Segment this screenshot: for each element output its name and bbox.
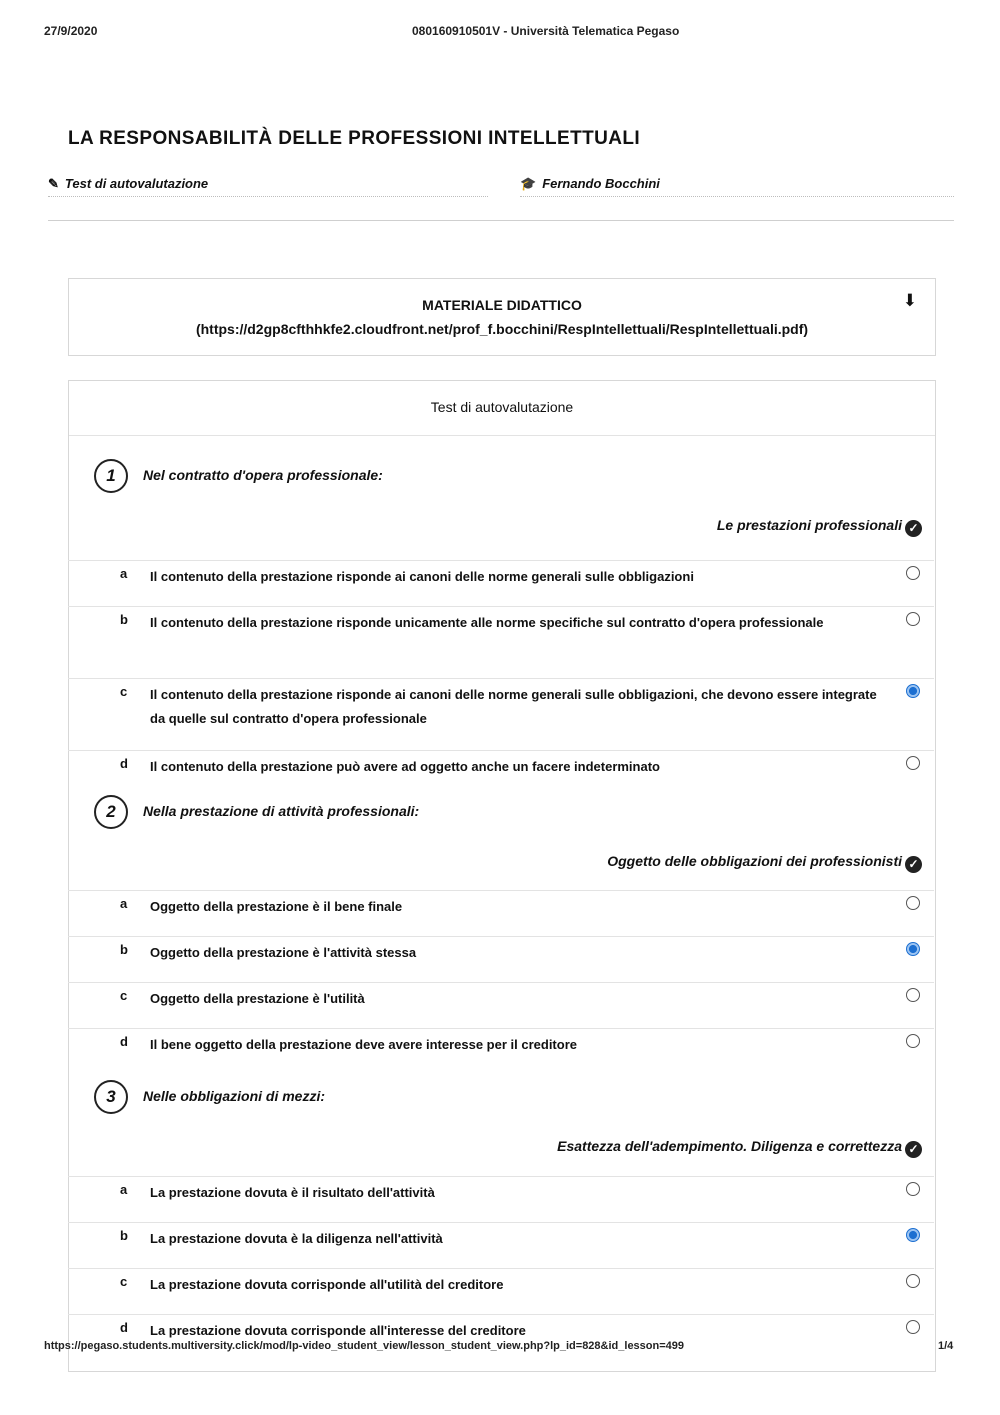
option-text: La prestazione dovuta corrisponde all'interesse del creditore bbox=[150, 1323, 526, 1338]
section-label bbox=[48, 176, 208, 192]
option-letter: a bbox=[120, 1182, 128, 1197]
header-rule bbox=[48, 220, 954, 221]
print-date: 27/9/2020 bbox=[44, 24, 98, 38]
radio-button[interactable] bbox=[906, 1034, 920, 1048]
course-title: LA RESPONSABILITÀ DELLE PROFESSIONI INTELLETTUALI bbox=[68, 128, 641, 149]
option-row[interactable] bbox=[68, 606, 934, 678]
option-text: Il contenuto della prestazione risponde ai canoni delle norme generali sulle obbligazioni bbox=[150, 569, 694, 584]
divider bbox=[68, 1314, 934, 1315]
radio-button[interactable] bbox=[906, 1182, 920, 1196]
option-row[interactable] bbox=[68, 678, 934, 750]
option-row[interactable] bbox=[68, 560, 934, 606]
print-page-number: 1/4 bbox=[938, 1340, 954, 1352]
option-text: Oggetto della prestazione è l'attività stessa bbox=[150, 945, 417, 960]
option-text: La prestazione dovuta corrisponde all'utilità del creditore bbox=[150, 1277, 504, 1292]
graduation-cap-icon: 🎓 bbox=[520, 176, 537, 191]
option-text: Il bene oggetto della prestazione deve avere interesse per il creditore bbox=[150, 1037, 577, 1052]
download-icon[interactable]: ⬇ bbox=[902, 291, 917, 310]
option-letter: d bbox=[120, 1320, 128, 1335]
question-text: Nelle obbligazioni di mezzi: bbox=[143, 1088, 326, 1104]
radio-button-selected[interactable] bbox=[906, 942, 920, 956]
material-box bbox=[68, 278, 936, 356]
option-letter: c bbox=[120, 684, 128, 699]
divider bbox=[68, 982, 934, 983]
quiz-title: Test di autovalutazione bbox=[430, 399, 574, 415]
option-row[interactable] bbox=[68, 1222, 934, 1268]
option-text: Oggetto della prestazione è il bene finale bbox=[150, 899, 403, 914]
author-label bbox=[520, 176, 660, 192]
divider bbox=[68, 606, 934, 607]
radio-button[interactable] bbox=[906, 756, 920, 770]
divider bbox=[68, 936, 934, 937]
option-row[interactable] bbox=[68, 982, 934, 1028]
divider bbox=[68, 890, 934, 891]
divider bbox=[68, 1028, 934, 1029]
option-row[interactable] bbox=[68, 750, 934, 790]
question-text: Nel contratto d'opera professionale: bbox=[143, 467, 383, 483]
radio-button[interactable] bbox=[906, 1320, 920, 1334]
question-feedback bbox=[607, 853, 922, 873]
option-letter: d bbox=[120, 1034, 128, 1049]
option-letter: b bbox=[120, 612, 128, 627]
option-row[interactable] bbox=[68, 1176, 934, 1222]
option-text: Oggetto della prestazione è l'utilità bbox=[150, 991, 365, 1006]
check-icon: ✓ bbox=[905, 520, 922, 537]
radio-button[interactable] bbox=[906, 896, 920, 910]
question-text: Nella prestazione di attività professionali: bbox=[143, 803, 420, 819]
question-feedback bbox=[717, 517, 922, 537]
dotted-divider bbox=[48, 196, 488, 197]
print-url: https://pegaso.students.multiversity.click/mod/lp-video_student_view/lesson_student_view.php?lp_id=828&id_lesson=499 bbox=[44, 1340, 685, 1352]
option-letter: a bbox=[120, 566, 128, 581]
option-row[interactable] bbox=[68, 936, 934, 982]
option-letter: b bbox=[120, 942, 128, 957]
option-row[interactable] bbox=[68, 1314, 934, 1338]
material-link[interactable]: (https://d2gp8cfthhkfe2.cloudfront.net/prof_f.bocchini/RespIntellettuali/RespIntellettuali.pdf) bbox=[195, 321, 809, 337]
question-number: 2 bbox=[94, 795, 128, 829]
section-text: Test di autovalutazione bbox=[64, 176, 209, 191]
option-letter: c bbox=[120, 1274, 128, 1289]
radio-button[interactable] bbox=[906, 566, 920, 580]
radio-button[interactable] bbox=[906, 988, 920, 1002]
divider bbox=[68, 560, 934, 561]
edit-icon: ✎ bbox=[48, 176, 59, 191]
option-row[interactable] bbox=[68, 890, 934, 936]
radio-button-selected[interactable] bbox=[906, 1228, 920, 1242]
question-number: 3 bbox=[94, 1080, 128, 1114]
feedback-text: Le prestazioni professionali bbox=[716, 517, 902, 533]
check-icon: ✓ bbox=[905, 856, 922, 873]
dotted-divider bbox=[520, 196, 954, 197]
option-letter: c bbox=[120, 988, 128, 1003]
divider bbox=[68, 750, 934, 751]
feedback-text: Oggetto delle obbligazioni dei professionisti bbox=[607, 853, 902, 869]
option-text: Il contenuto della prestazione risponde unicamente alle norme specifiche sul contratto d'opera professionale bbox=[150, 615, 824, 630]
divider bbox=[68, 1176, 934, 1177]
option-text: La prestazione dovuta è il risultato dell'attività bbox=[150, 1185, 435, 1200]
divider bbox=[68, 1268, 934, 1269]
radio-button[interactable] bbox=[906, 612, 920, 626]
radio-button[interactable] bbox=[906, 1274, 920, 1288]
option-letter: b bbox=[120, 1228, 128, 1243]
option-letter: a bbox=[120, 896, 128, 911]
check-icon: ✓ bbox=[905, 1141, 922, 1158]
radio-button-selected[interactable] bbox=[906, 684, 920, 698]
question-feedback bbox=[557, 1138, 922, 1158]
option-text: La prestazione dovuta è la diligenza nell'attività bbox=[150, 1231, 443, 1246]
divider bbox=[68, 1222, 934, 1223]
option-row[interactable] bbox=[68, 1028, 934, 1074]
question-number: 1 bbox=[94, 459, 128, 493]
print-page-title: 080160910501V - Università Telematica Pegaso bbox=[412, 24, 680, 38]
author-name: Fernando Bocchini bbox=[542, 176, 660, 191]
divider bbox=[69, 435, 935, 436]
feedback-text: Esattezza dell'adempimento. Diligenza e correttezza bbox=[557, 1138, 902, 1154]
divider bbox=[68, 678, 934, 679]
option-text: Il contenuto della prestazione può avere ad oggetto anche un facere indeterminato bbox=[150, 759, 660, 774]
material-title[interactable]: MATERIALE DIDATTICO bbox=[422, 297, 582, 313]
option-row[interactable] bbox=[68, 1268, 934, 1314]
option-text: Il contenuto della prestazione risponde ai canoni delle norme generali sulle obbligazioni, che devono essere integrate da quelle sul contratto d'opera professionale bbox=[150, 687, 877, 726]
option-letter: d bbox=[120, 756, 128, 771]
